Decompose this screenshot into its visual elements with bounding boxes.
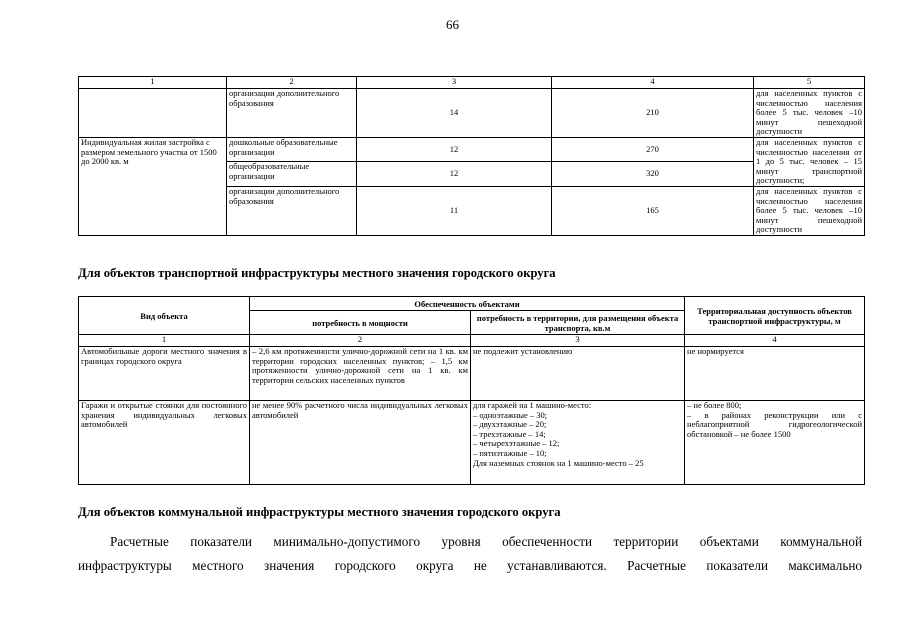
table-row [79,347,865,401]
column-number-row [79,335,865,347]
territory-item: – пятиэтажные – 10; [473,447,547,458]
object-type-cell: Автомобильные дороги местного значения в границах городского округа [79,347,250,401]
column-number-row [79,77,865,89]
column-number: 1 [79,77,227,89]
transport-infrastructure-table [78,296,865,485]
column-number: 5 [754,77,865,89]
territory-cell: 320 [552,162,754,186]
territory-item: – одноэтажные – 30; [473,409,548,420]
column-number: 3 [357,77,552,89]
table-row [79,89,865,138]
access-cell [685,401,865,485]
paragraph-line-1: Расчетные показатели минимально-допустимого уровня обеспеченности территории объектами коммунальной [110,534,862,549]
access-cell: для населенных пунктов с численностью населения более 5 тыс. человек –10 минут пешеходной доступности [754,89,865,138]
territory-note: Для наземных стоянок на 1 машино-место – 25 [473,457,644,468]
access-upper-text: для населенных пунктов с численностью населения от 1 до 5 тыс. человек – 15 минут транспортной доступности; [756,137,862,186]
territory-cell: 165 [552,186,754,235]
territory-cell: 270 [552,137,754,161]
access-item: – в районах реконструкции или с неблагоприятной гидрогеологической обстановкой – не более 1500 [687,409,863,439]
table-row [79,137,865,161]
capacity-cell: 14 [357,89,552,138]
paragraph-line-2: инфраструктуры местного значения городского округа не устанавливаются. Расчетные показатели максимально [78,558,862,573]
capacity-cell: 12 [357,162,552,186]
column-header-type: Вид объекта [79,297,250,335]
column-header-access: Территориальная доступность объектов транспортной инфраструктуры, м [685,297,865,335]
territory-item: – трехэтажные – 14; [473,428,546,439]
territory-cell: не подлежит установлению [471,347,685,401]
column-number: 4 [552,77,754,89]
column-number: 3 [471,335,685,347]
access-item: – не более 800; [687,400,742,410]
section-heading-transport: Для объектов транспортной инфраструктуры местного значения городского округа [78,266,556,280]
column-header-capacity: потребность в мощности [250,311,471,335]
capacity-cell: 11 [357,186,552,235]
group-label-cell: Индивидуальная жилая застройка с размером земельного участка от 1500 до 2000 кв. м [79,137,227,235]
territory-title: для гаражей на 1 машино-место: [473,400,592,410]
territory-cell [471,401,685,485]
capacity-cell: не менее 90% расчетного числа индивидуальных легковых автомобилей [250,401,471,485]
territory-cell: 210 [552,89,754,138]
object-cell: организации дополнительного образования [227,89,357,138]
object-cell: общеобразовательные организации [227,162,357,186]
column-number: 1 [79,335,250,347]
column-number: 2 [227,77,357,89]
access-cell: не нормируется [685,347,865,401]
social-infrastructure-table [78,76,865,236]
column-header-territory: потребность в территории, для размещения объекта транспорта, кв.м [471,311,685,335]
object-cell: дошкольные образовательные организации [227,137,357,161]
column-number: 2 [250,335,471,347]
territory-item: – четырехэтажные – 12; [473,438,560,449]
access-cell: для населенных пунктов с численностью населения более 5 тыс. человек –10 минут пешеходной доступности [754,186,865,235]
column-number: 4 [685,335,865,347]
access-cell-merged [754,137,865,186]
group-cell-empty [79,89,227,138]
section-heading-utilities: Для объектов коммунальной инфраструктуры местного значения городского округа [78,505,561,519]
header-row [79,297,865,311]
object-cell: организации дополнительного образования [227,186,357,235]
object-type-cell: Гаражи и открытые стоянки для постоянного хранения индивидуальных легковых автомобилей [79,401,250,485]
capacity-cell: 12 [357,137,552,161]
capacity-cell: – 2,6 км протяженности улично-дорожной сети на 1 кв. км территории городских населенных пунктов; – 1,5 км протяженности улично-дорожной сети на 1 кв. км территории сельских населенных пунктов [250,347,471,401]
page-number: 66 [446,17,459,32]
column-header-provision: Обеспеченность объектами [250,297,685,311]
table-row [79,401,865,485]
territory-item: – двухэтажные – 20; [473,419,547,430]
